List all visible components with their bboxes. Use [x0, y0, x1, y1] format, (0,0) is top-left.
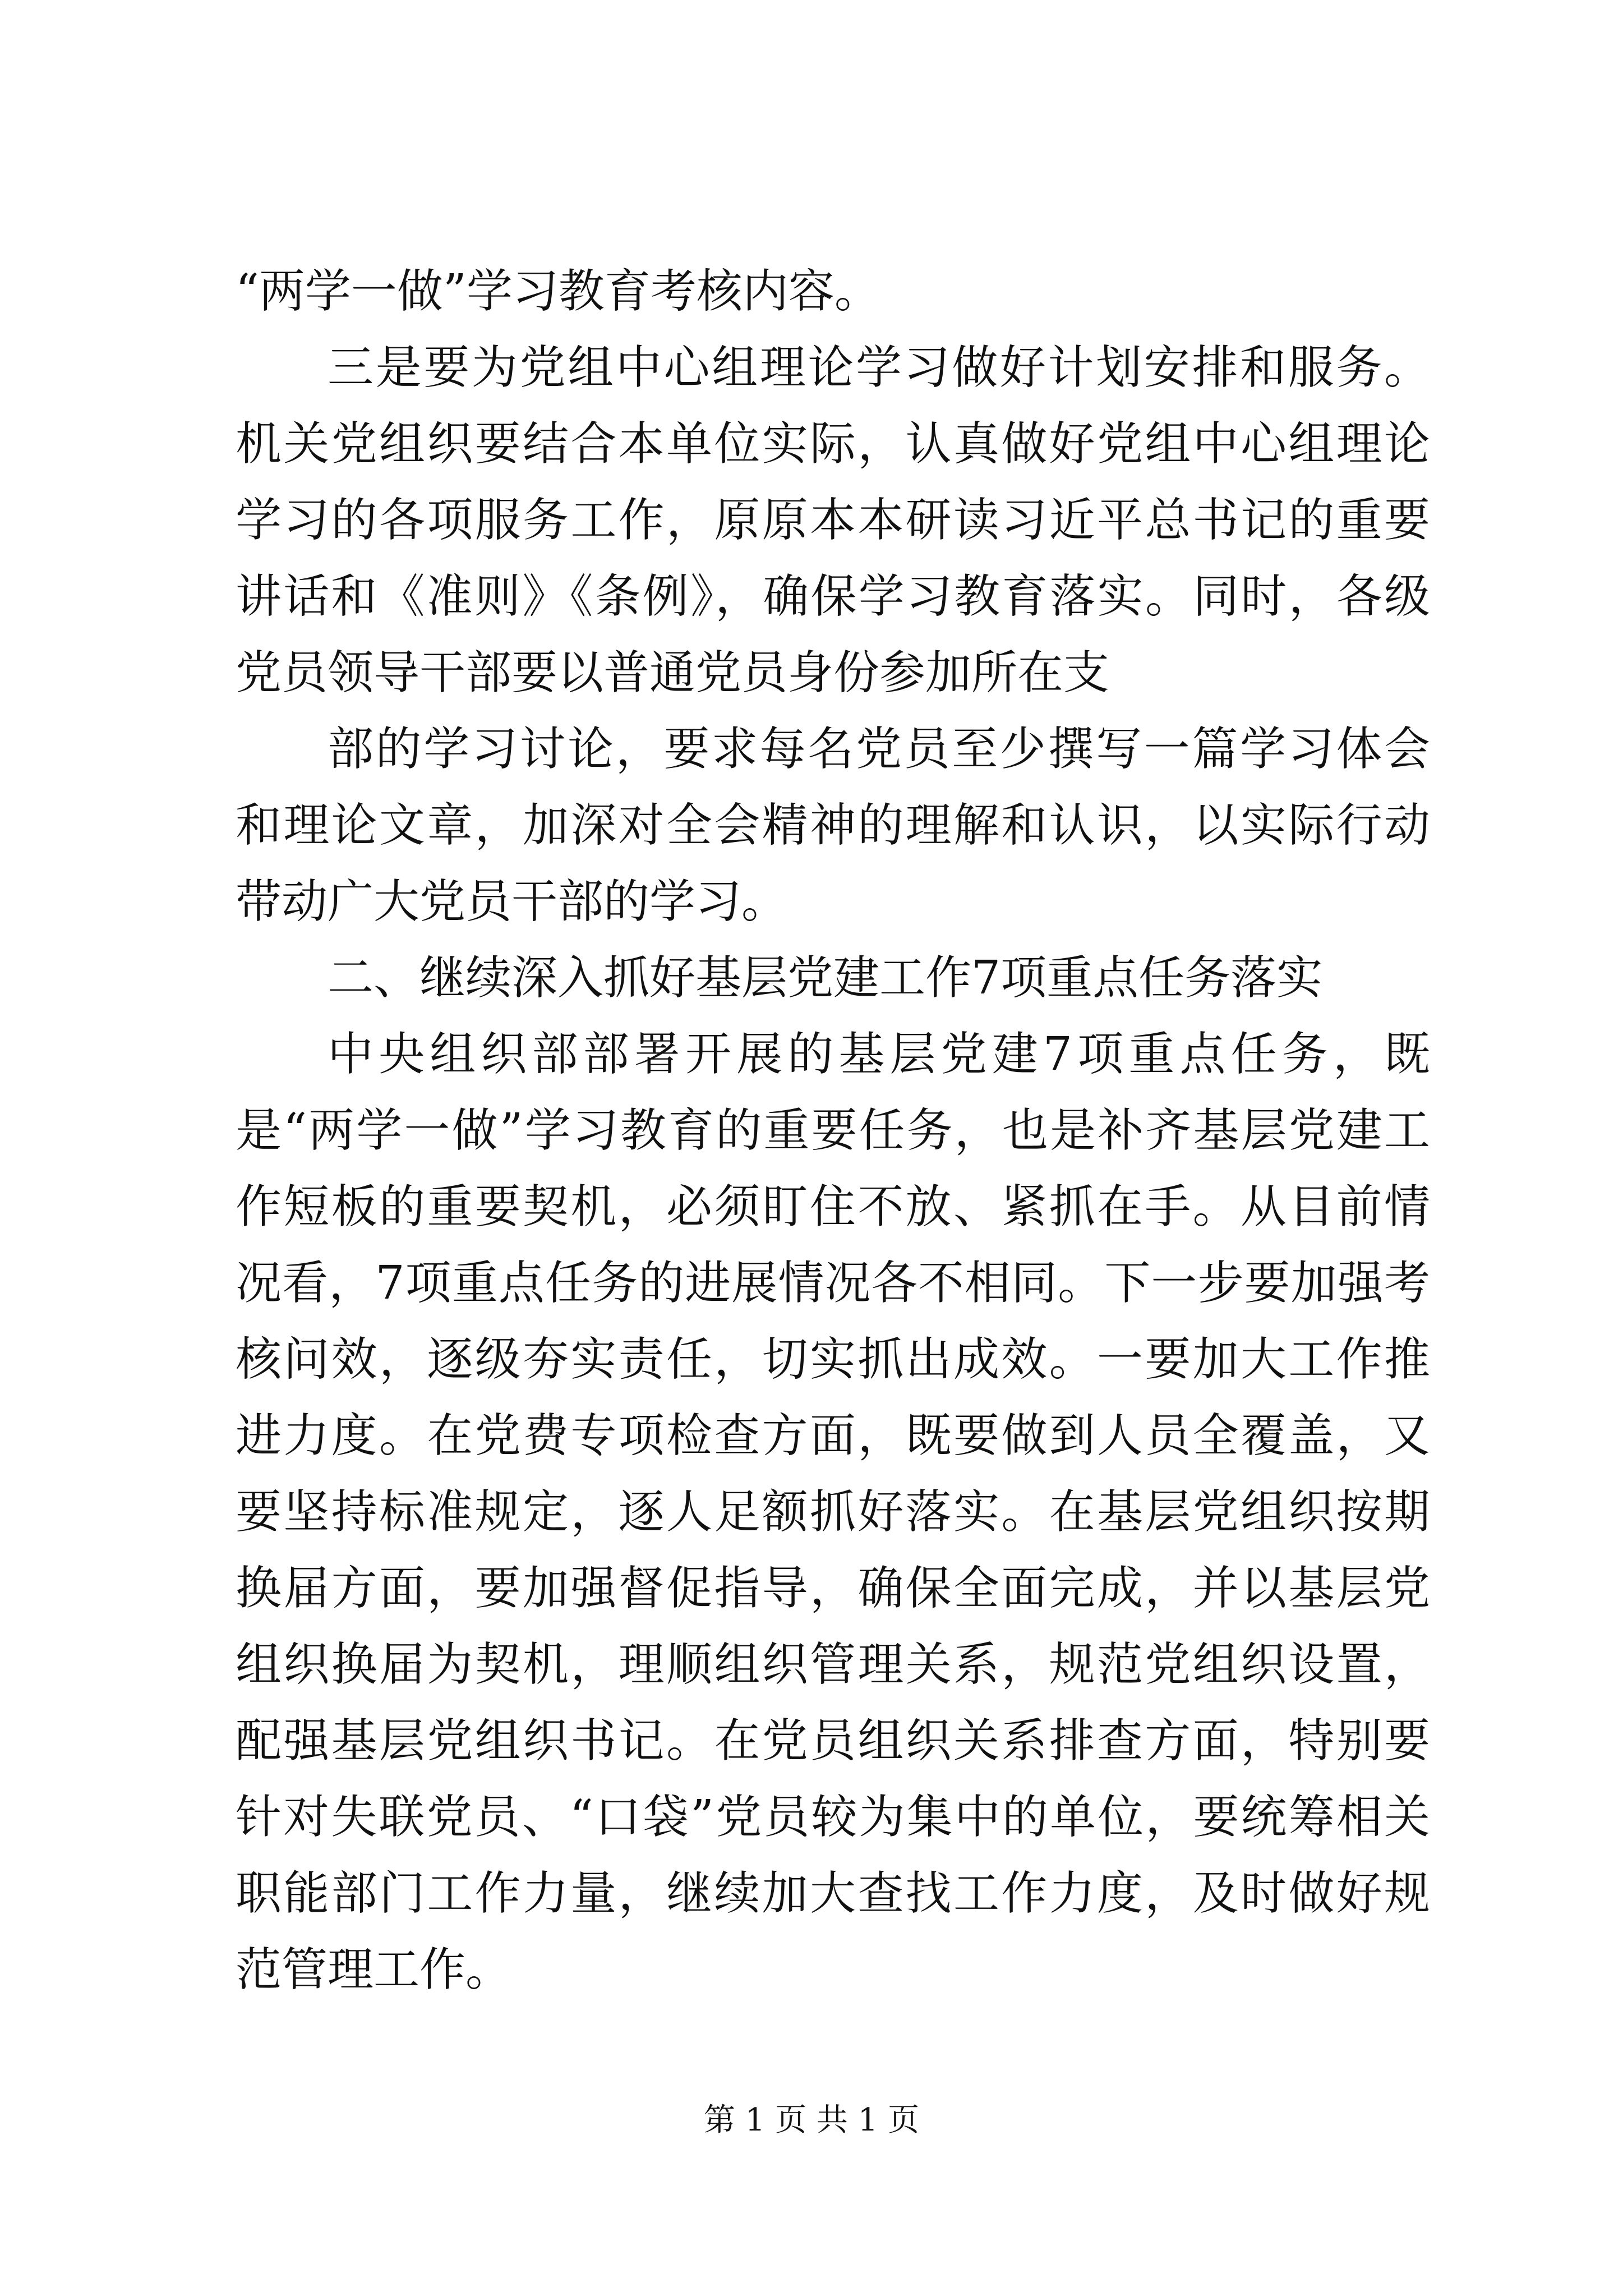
body-text [236, 254, 1430, 2008]
page-footer: 第 1 页 共 1 页 [703, 2102, 920, 2138]
section-heading: 二、继续深入抓好基层党建工作7项重点任务落实 [328, 951, 1323, 1005]
paragraph-3: 部的学习讨论，要求每名党员至少撰写一篇学习体会和理论文章，加深对全会精神的理解和认识，以实际行动带动广大党员干部的学习。 [236, 723, 1430, 928]
paragraph-2: 三是要为党组中心组理论学习做好计划安排和服务。机关党组织要结合本单位实际，认真做好党组中心组理论学习的各项服务工作，原原本本研读习近平总书记的重要讲话和《准则》《条例》，确保学习教育落实。同时，各级党员领导干部要以普通党员身份参加所在支 [236, 341, 1430, 700]
paragraph-4: 中央组织部部署开展的基层党建7项重点任务，既是“两学一做”学习教育的重要任务，也是补齐基层党建工作短板的重要契机，必须盯住不放、紧抓在手。从目前情况看，7项重点任务的进展情况各不相同。下一步要加强考核问效，逐级夯实责任，切实抓出成效。一要加大工作推进力度。在党费专项检查方面，既要做到人员全覆盖，又要坚持标准规定，逐人足额抓好落实。在基层党组织按期换届方面，要加强督促指导，确保全面完成，并以基层党组织换届为契机，理顺组织管理关系，规范党组织设置，配强基层党组织书记。在党员组织关系排查方面，特别要针对失联党员、“口袋”党员较为集中的单位，要统筹相关职能部门工作力量，继续加大查找工作力度，及时做好规范管理工作。 [236, 1028, 1430, 1996]
paragraph-1: “两学一做”学习教育考核内容。 [236, 265, 880, 318]
